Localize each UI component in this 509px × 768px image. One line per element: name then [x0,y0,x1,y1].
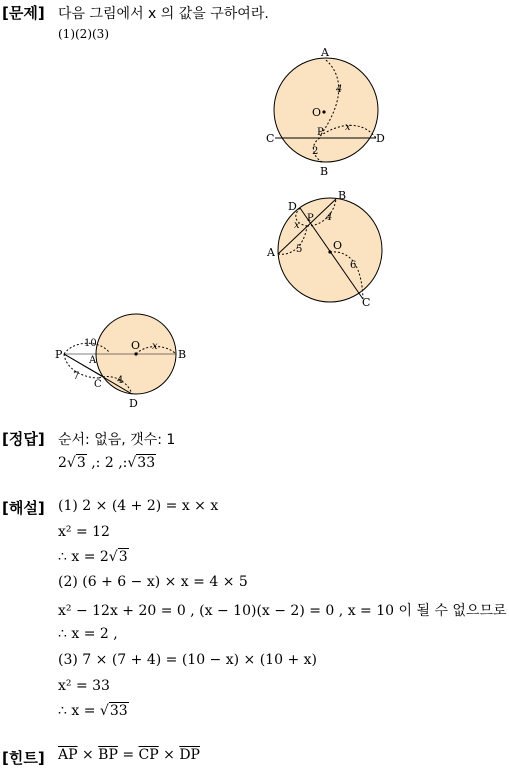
answer-coef: 2 [58,455,67,471]
problem-question: 다음 그림에서 x 의 값을 구하여라. [58,6,269,22]
fig2-center-dot [328,250,331,253]
solution-line-5-text: 이 될 수 없으므로 [394,603,507,619]
fig1-label-o: O [312,106,322,119]
fig1-label-2: 2 [312,146,319,157]
solution-line-4: (2) (6 + 6 − x) × x = 4 × 5 [58,574,248,590]
fig3-label-a: A [89,355,97,366]
hint-cp: $\overline{CP}$ [138,747,159,763]
solution-line-1: (1) 2 × (4 + 2) = x × x [58,498,219,514]
fig1-label-a: A [321,46,329,59]
solution-line-5-math: x² − 12x + 20 = 0 , (x − 10)(x − 2) = 0 , x = 10 [58,603,395,619]
answer-mid: ,: 2 ,: [86,455,128,471]
fig2-label-c: C [362,296,371,309]
fig3-label-c: C [94,379,102,390]
fig2-label-p: P [307,213,314,224]
answer-radicand-2: 33 [137,455,156,471]
fig3-center-dot [134,352,137,355]
fig2-label-o: O [333,239,343,252]
solution-line-9-text: ∴ x = [58,703,100,719]
hint-formula [58,747,200,763]
solution-line-6: ∴ x = 2 , [58,626,118,642]
answer-line2 [58,455,156,471]
hint-dp: $\overline{DP}$ [179,747,200,763]
fig2-label-6: 6 [350,260,357,271]
fig1-center-dot [322,110,325,113]
fig1-label-b: B [320,165,329,178]
fig1-circle [274,58,378,162]
solution-line-3-radicand: 3 [118,549,128,565]
sqrt-symbol: √ [99,703,109,719]
answer-radicand-1: 3 [76,455,86,471]
fig1-label-p: P [317,127,324,138]
fig2-label-b: B [338,189,347,202]
figure-3-circle-diagram [54,312,194,412]
fig1-label-d: D [376,132,385,145]
sqrt-symbol: √ [127,455,137,471]
sqrt-symbol: √ [108,549,118,565]
fig3-label-o: O [131,339,141,352]
fig3-label-10: 10 [84,338,97,349]
solution-line-5 [58,600,507,620]
solution-line-2: x² = 12 [58,524,110,540]
figure-1-circle-diagram [262,44,392,180]
hint-times-1: × [81,747,94,763]
fig3-label-p: P [55,348,63,361]
answer-label: [정답] [2,430,45,448]
hint-times-2: × [163,747,175,763]
fig3-label-d: D [129,397,138,410]
solution-line-9 [58,703,129,719]
fig2-label-a: A [267,246,275,259]
solution-line-3 [58,549,129,565]
hint-eq: = [122,747,135,763]
fig3-label-b: B [178,348,187,361]
answer-line1: 순서: 없음, 갯수: 1 [58,432,176,448]
solution-line-9-radicand: 33 [109,703,128,719]
hint-label: [힌트] [2,749,45,767]
solution-line-3-text: ∴ x = 2 [58,549,109,565]
sqrt-symbol: √ [66,455,76,471]
fig3-label-7: 7 [73,371,80,382]
hint-ap: $\overline{AP}$ [58,747,78,763]
solution-line-8: x² = 33 [58,678,110,694]
fig1-label-x: x [345,122,351,133]
fig1-label-c: C [266,132,275,145]
fig2-label-5: 5 [296,244,303,255]
fig1-label-4: 4 [336,84,343,95]
problem-label: [문제] [2,4,45,22]
figure-2-circle-diagram [262,188,392,310]
fig3-label-x: x [152,341,158,352]
fig2-label-4: 4 [326,212,333,223]
hint-bp: $\overline{BP}$ [98,747,118,763]
fig2-label-x: x [294,220,300,231]
fig3-label-4: 4 [117,375,124,386]
solution-label: [해설] [2,499,45,517]
solution-line-7: (3) 7 × (7 + 4) = (10 − x) × (10 + x) [58,652,317,668]
problem-parts: (1)(2)(3) [58,27,109,41]
fig2-label-d: D [288,200,297,213]
